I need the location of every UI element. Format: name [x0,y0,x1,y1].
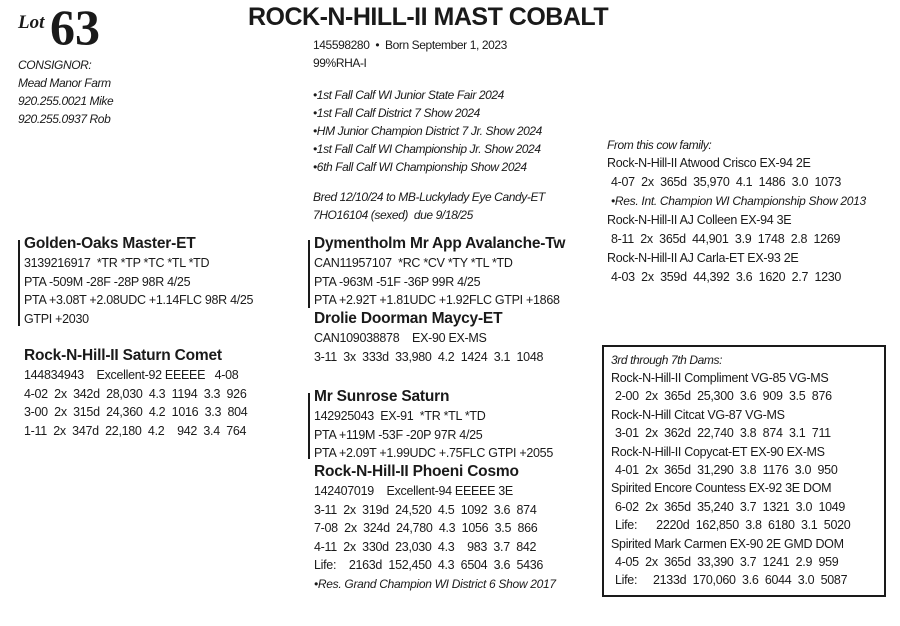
sire-sire-info: CAN11957107 *RC *CV *TY *TL *TD PTA -963M -51F -36P 99R 4/25 PTA +2.92T +1.81UDC +1.92FLC GTPI +1868 [314,256,560,307]
production-record: 3-01 2x 362d 22,740 3.8 874 3.1 711 [615,426,831,441]
production-record: 2-00 2x 365d 25,300 3.6 909 3.5 876 [615,389,832,404]
award-item: •HM Junior Champion District 7 Jr. Show 2024 [313,124,542,138]
consignor-block [18,56,113,128]
lot-label: Lot [18,12,45,33]
consignor-phone: 920.255.0937 Rob [18,112,111,126]
sire-dam-name: Drolie Doorman Maycy-ET [314,310,503,327]
production-record: 4-07 2x 365d 35,970 4.1 1486 3.0 1073 [611,175,842,189]
award-item: •1st Fall Calf WI Championship Jr. Show 2024 [313,142,541,156]
dam-dam-block [314,462,556,593]
lot-number: 63 [50,0,100,55]
breed-percent: 99%RHA-I [313,56,367,70]
dams-box [602,345,886,597]
pedigree-bracket [18,240,20,326]
dam-sire-block [314,387,553,463]
due-date-line: 7HO16104 (sexed) due 9/18/25 [313,208,473,222]
cow-name: Rock-N-Hill-II Atwood Crisco EX-94 2E [607,156,811,170]
breeding-info [313,188,545,224]
dams-box-label: 3rd through 7th Dams: [611,353,722,367]
dam-name: Rock-N-Hill-II Saturn Comet [24,347,222,364]
award-item: •6th Fall Calf WI Championship Show 2024 [313,160,527,174]
cow-family-label: From this cow family: [607,138,712,152]
production-record: 4-03 2x 359d 44,392 3.6 1620 2.7 1230 [611,270,842,284]
consignor-label: CONSIGNOR: [18,58,92,72]
production-record: Life: 2133d 170,060 3.6 6044 3.0 5087 [615,573,848,588]
dam-dam-info: 142407019 Excellent-94 EEEEE 3E 3-11 2x 319d 24,520 4.5 1092 3.6 874 7-08 2x 324d 24,780 4.3 1056 3.5 866 4-11 2x 330d 23,030 4.3 983 3.7 842 Life: 2163d 152,450 4.3 6504 3.6 5436 •Res. Grand Champion WI District 6 Show 2017 [314,484,556,591]
cow-name: Rock-N-Hill-II Copycat-ET EX-90 EX-MS [611,444,825,459]
dam-info: 144834943 Excellent-92 EEEEE 4-08 4-02 2x 342d 28,030 4.3 1194 3.3 926 3-00 2x 315d 24,360 4.2 1016 3.3 804 1-11 2x 347d 22,180 4.2 942 3.4 764 [24,368,248,438]
cow-family-lines [607,154,866,287]
cow-name: Spirited Encore Countess EX-92 3E DOM [611,481,832,496]
pedigree-bracket [308,393,310,459]
sire-sire-block [314,234,565,310]
consignor-farm: Mead Manor Farm [18,76,111,90]
cow-name: Rock-N-Hill-II Compliment VG-85 VG-MS [611,371,829,385]
dam-sire-name: Mr Sunrose Saturn [314,388,450,405]
consignor-phone: 920.255.0021 Mike [18,94,114,108]
production-record: 6-02 2x 365d 35,240 3.7 1321 3.0 1049 [615,499,846,514]
sire-sire-name: Dymentholm Mr App Avalanche-Tw [314,235,566,252]
dam-dam-name: Rock-N-Hill-II Phoeni Cosmo [314,463,519,480]
cow-name: Rock-N-Hill-II AJ Carla-ET EX-93 2E [607,251,799,265]
animal-id-block [313,36,507,72]
sire-info: 3139216917 *TR *TP *TC *TL *TD PTA -509M -28F -28P 98R 4/25 PTA +3.08T +2.08UDC +1.14FLC 98R 4/25 GTPI +2030 [24,256,254,326]
cow-name: Rock-N-Hill-II AJ Colleen EX-94 3E [607,213,792,227]
award-item: •1st Fall Calf District 7 Show 2024 [313,106,480,120]
cow-family-block [607,136,866,287]
dam-sire-info: 142925043 EX-91 *TR *TL *TD PTA +119M -53F -20P 97R 4/25 PTA +2.09T +1.99UDC +.75FLC GTPI +2055 [314,409,553,460]
page-title: ROCK-N-HILL-II MAST COBALT [248,3,609,31]
awards-list [313,86,542,176]
dam-block [24,346,247,440]
sire-dam-block [314,309,543,366]
production-record: 4-05 2x 365d 33,390 3.7 1241 2.9 959 [615,555,839,570]
production-record: 4-01 2x 365d 31,290 3.8 1176 3.0 950 [615,463,838,478]
cow-name: Spirited Mark Carmen EX-90 2E GMD DOM [611,536,844,551]
production-record: 8-11 2x 365d 44,901 3.9 1748 2.8 1269 [611,232,841,246]
registration-line: 145598280 • Born September 1, 2023 [313,38,507,52]
cow-name: Rock-N-Hill Citcat VG-87 VG-MS [611,407,785,422]
award-item: •Res. Int. Champion WI Championship Show 2013 [611,194,866,208]
dams-box-lines [611,369,850,590]
award-item: •1st Fall Calf WI Junior State Fair 2024 [313,88,504,102]
pedigree-bracket [308,240,310,308]
sire-block [24,234,253,328]
production-record: Life: 2220d 162,850 3.8 6180 3.1 5020 [615,518,851,533]
sire-dam-info: CAN109038878 EX-90 EX-MS 3-11 3x 333d 33,980 4.2 1424 3.1 1048 [314,331,544,364]
sire-name: Golden-Oaks Master-ET [24,235,196,252]
bred-to-line: Bred 12/10/24 to MB-Luckylady Eye Candy-ET [313,190,545,204]
